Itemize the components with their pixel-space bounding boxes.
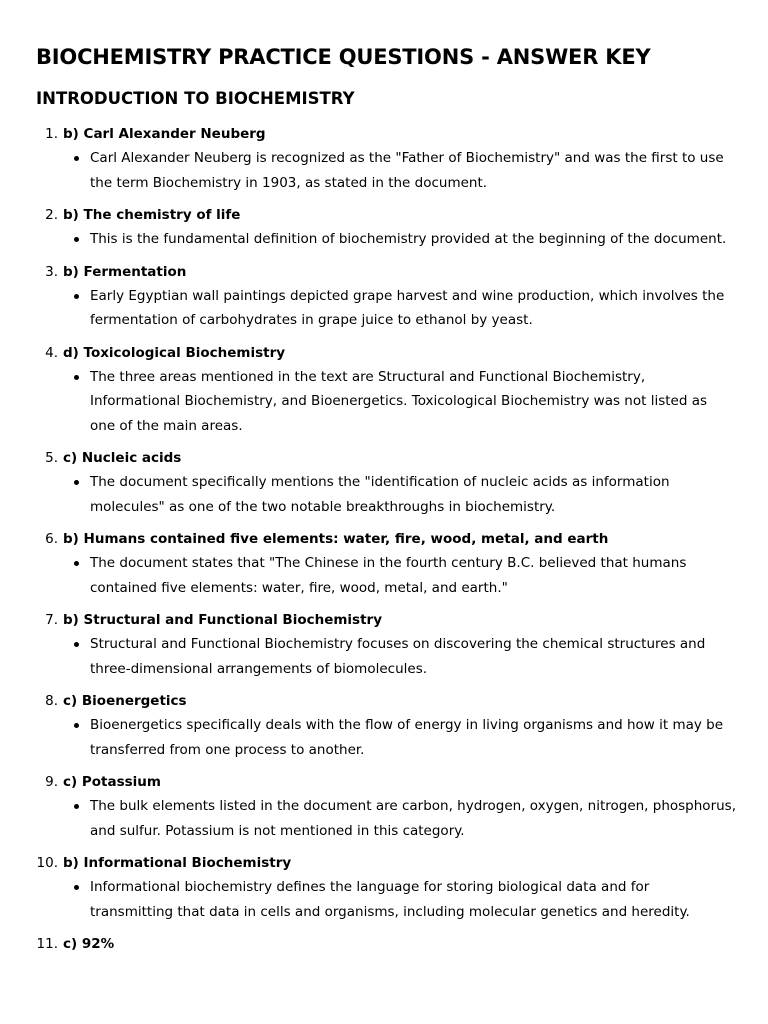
explanation-list	[63, 632, 736, 681]
explanation-list	[63, 470, 736, 519]
explanation-list	[63, 227, 736, 252]
answer-item	[36, 608, 736, 681]
answer-number: 6.	[45, 531, 58, 547]
answer-choice: b) Informational Biochemistry	[63, 855, 292, 871]
bullet-icon	[74, 237, 79, 242]
bullet-icon	[74, 375, 79, 380]
answer-choice: c) Bioenergetics	[63, 693, 187, 709]
explanation-list	[63, 365, 736, 439]
answer-number: 3.	[45, 263, 58, 280]
answer-item	[36, 260, 736, 333]
answer-item	[36, 689, 736, 762]
explanation-list	[63, 875, 736, 924]
explanation-list	[63, 551, 736, 600]
answer-choice: b) Carl Alexander Neuberg	[63, 126, 266, 142]
answer-number: 2.	[45, 207, 58, 223]
bullet-icon	[74, 642, 79, 647]
answer-choice: d) Toxicological Biochemistry	[63, 344, 286, 361]
explanation-item	[63, 146, 736, 195]
answer-number: 10.	[36, 855, 58, 871]
explanation-item	[63, 365, 736, 439]
answer-choice: b) Structural and Functional Biochemistry	[63, 612, 383, 628]
bullet-icon	[74, 294, 79, 299]
document-page	[36, 44, 736, 964]
answer-number: 1.	[45, 126, 58, 142]
explanation-item	[63, 875, 736, 924]
explanation-text: The bulk elements listed in the document are carbon, hydrogen, oxygen, nitrogen, phosphorus, and sulfur. Potassium is not mentioned in this category.	[90, 798, 736, 839]
answer-number: 7.	[45, 612, 58, 628]
answer-item	[36, 932, 736, 956]
explanation-item	[63, 794, 736, 843]
answer-number: 11.	[36, 936, 58, 952]
bullet-icon	[74, 885, 79, 890]
answer-item	[36, 770, 736, 843]
bullet-icon	[74, 480, 79, 485]
explanation-text: The document states that "The Chinese in the fourth century B.C. believed that humans contained five elements: water, fire, wood, metal, and earth."	[90, 555, 687, 596]
answer-number: 9.	[45, 774, 58, 790]
explanation-text: The three areas mentioned in the text are Structural and Functional Biochemistry, Informational Biochemistry, and Bioenergetics. Toxicological Biochemistry was not listed as one of the main areas.	[90, 368, 708, 434]
section-heading: INTRODUCTION TO BIOCHEMISTRY	[36, 89, 355, 108]
explanation-list	[63, 794, 736, 843]
answer-number: 8.	[45, 693, 58, 709]
answer-choice: b) Fermentation	[63, 263, 187, 280]
bullet-icon	[74, 723, 79, 728]
answer-choice: b) Humans contained five elements: water, fire, wood, metal, and earth	[63, 531, 609, 547]
explanation-text: Informational biochemistry defines the language for storing biological data and for transmitting that data in cells and organisms, including molecular genetics and heredity.	[90, 879, 690, 920]
explanation-text: Early Egyptian wall paintings depicted grape harvest and wine production, which involves the fermentation of carbohydrates in grape juice to ethanol by yeast.	[90, 287, 725, 328]
explanation-item	[63, 632, 736, 681]
explanation-item	[63, 470, 736, 519]
explanation-list	[63, 713, 736, 762]
explanation-item	[63, 713, 736, 762]
answer-list	[36, 122, 736, 956]
answer-choice: c) 92%	[63, 936, 115, 952]
answer-item	[36, 446, 736, 519]
answer-choice: c) Potassium	[63, 774, 161, 790]
bullet-icon	[74, 561, 79, 566]
explanation-text: Structural and Functional Biochemistry focuses on discovering the chemical structures and three-dimensional arrangements of biomolecules.	[90, 636, 706, 677]
answer-item	[36, 341, 736, 439]
explanation-item	[63, 551, 736, 600]
explanation-list	[63, 284, 736, 333]
explanation-text: Carl Alexander Neuberg is recognized as the "Father of Biochemistry" and was the first to use the term Biochemistry in 1903, as stated in the document.	[90, 150, 724, 191]
explanation-text: Bioenergetics specifically deals with the flow of energy in living organisms and how it may be transferred from one process to another.	[90, 717, 724, 758]
explanation-item	[63, 227, 736, 252]
answer-item	[36, 527, 736, 600]
bullet-icon	[74, 156, 79, 161]
answer-item	[36, 851, 736, 924]
bullet-icon	[74, 804, 79, 809]
answer-choice: b) The chemistry of life	[63, 207, 241, 223]
explanation-item	[63, 284, 736, 333]
answer-item	[36, 122, 736, 195]
answer-item	[36, 203, 736, 252]
answer-number: 4.	[45, 344, 58, 361]
page-title: BIOCHEMISTRY PRACTICE QUESTIONS - ANSWER KEY	[36, 45, 651, 69]
explanation-text: This is the fundamental definition of biochemistry provided at the beginning of the document.	[90, 231, 727, 247]
explanation-list	[63, 146, 736, 195]
answer-number: 5.	[45, 450, 58, 466]
answer-choice: c) Nucleic acids	[63, 450, 182, 466]
explanation-text: The document specifically mentions the "identification of nucleic acids as information molecules" as one of the two notable breakthroughs in biochemistry.	[90, 474, 670, 515]
